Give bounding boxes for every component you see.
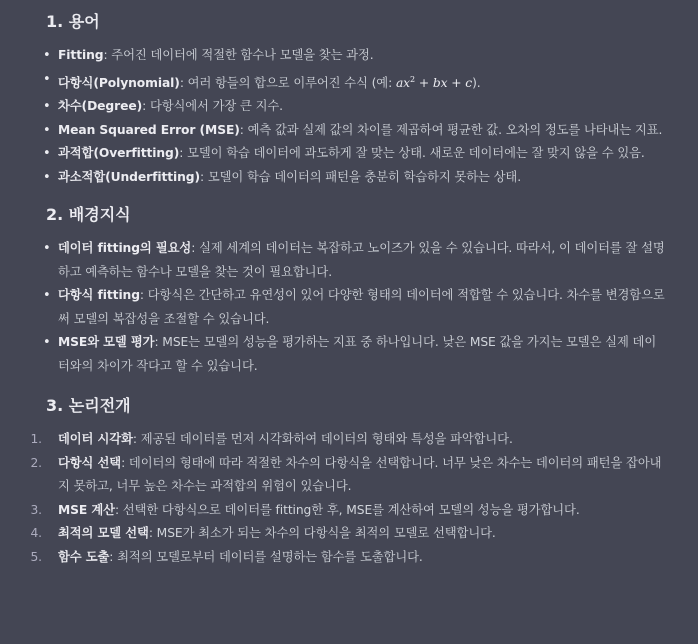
background-list [46,237,666,378]
term-label: 데이터 시각화 [58,432,133,447]
term-description: : 여러 항들의 합으로 이루어진 수식 (예: [179,75,396,90]
list-item [46,237,666,284]
term-label: 차수(Degree) [58,99,143,114]
list-item [30,499,666,523]
polynomial-formula: $ax^2$ + bx + c [395,74,473,90]
list-item [46,44,666,68]
list-item [46,119,666,143]
step-number: 5. [30,549,42,564]
term-description: : 최적의 모델로부터 데이터를 설명하는 함수를 도출합니다. [109,549,423,564]
term-description: : 주어진 데이터에 적절한 함수나 모델을 찾는 과정. [103,48,374,62]
logic-steps-list [30,428,666,569]
term-description: : 제공된 데이터를 먼저 시각화하여 데이터의 형태와 특성을 파악합니다. [132,432,513,447]
list-item [30,428,666,452]
term-description: : 데이터의 형태에 따라 적절한 차수의 다항식을 선택합니다. 너무 낮은 차수는 데이터의 패턴을 잡아내지 못하고, 너무 높은 차수는 과적합의 위험이 있습니다. [58,455,662,494]
term-label: MSE와 모델 평가 [58,335,155,350]
list-item [46,142,666,166]
term-label: MSE 계산 [58,502,115,517]
list-item [30,546,666,570]
list-item [46,331,666,378]
list-item [46,284,666,331]
terms-list [46,44,666,189]
term-label: 함수 도출 [58,549,110,564]
term-description: : 다항식에서 가장 큰 지수. [142,99,283,114]
step-number: 4. [30,526,42,541]
term-label: 과소적합(Underfitting) [58,169,200,184]
term-label: Fitting [58,48,104,62]
term-description: : 실제 세계의 데이터는 복잡하고 노이즈가 있을 수 있습니다. 따라서, 이 데이터를 잘 설명하고 예측하는 함수나 모델을 찾는 것이 필요합니다. [58,241,665,279]
section-heading-background: 2. 배경지식 [46,205,131,225]
step-number: 3. [30,502,42,517]
term-label: 다항식(Polynomial) [58,75,180,90]
term-label: 데이터 fitting의 필요성 [58,241,192,256]
list-item [46,166,666,190]
term-description-end: ). [472,75,481,90]
term-label: 다항식 fitting [58,288,140,303]
list-item [46,68,666,96]
section-heading-logic: 3. 논리전개 [46,396,131,416]
term-label: 다항식 선택 [58,455,122,470]
section-heading-terms: 1. 용어 [46,12,100,31]
list-item [46,95,666,119]
term-description: : MSE는 모델의 성능을 평가하는 지표 중 하나입니다. 낮은 MSE 값을 가지는 모델은 실제 데이터와의 차이가 작다고 할 수 있습니다. [58,335,657,373]
term-description: : 예측 값과 실제 값의 차이를 제곱하여 평균한 값. 오차의 정도를 나타내는 지표. [239,122,663,137]
term-description: : MSE가 최소가 되는 차수의 다항식을 최적의 모델로 선택합니다. [148,526,496,541]
term-description: : 선택한 다항식으로 데이터를 fitting한 후, MSE를 계산하여 모델의 성능을 평가합니다. [114,502,580,517]
list-item [30,452,666,499]
term-label: Mean Squared Error (MSE) [58,122,240,137]
step-number: 1. [30,432,42,447]
term-label: 과적합(Overfitting) [58,146,180,161]
list-item [30,522,666,546]
term-label: 최적의 모델 선택 [58,526,149,541]
step-number: 2. [30,455,42,470]
term-description: : 모델이 학습 데이터의 패턴을 충분히 학습하지 못하는 상태. [200,169,522,184]
term-description: : 모델이 학습 데이터에 과도하게 잘 맞는 상태. 새로운 데이터에는 잘 맞지 않을 수 있음. [179,146,645,161]
term-description: : 다항식은 간단하고 유연성이 있어 다양한 형태의 데이터에 적합할 수 있습니다. 차수를 변경함으로써 모델의 복잡성을 조절할 수 있습니다. [58,288,665,326]
